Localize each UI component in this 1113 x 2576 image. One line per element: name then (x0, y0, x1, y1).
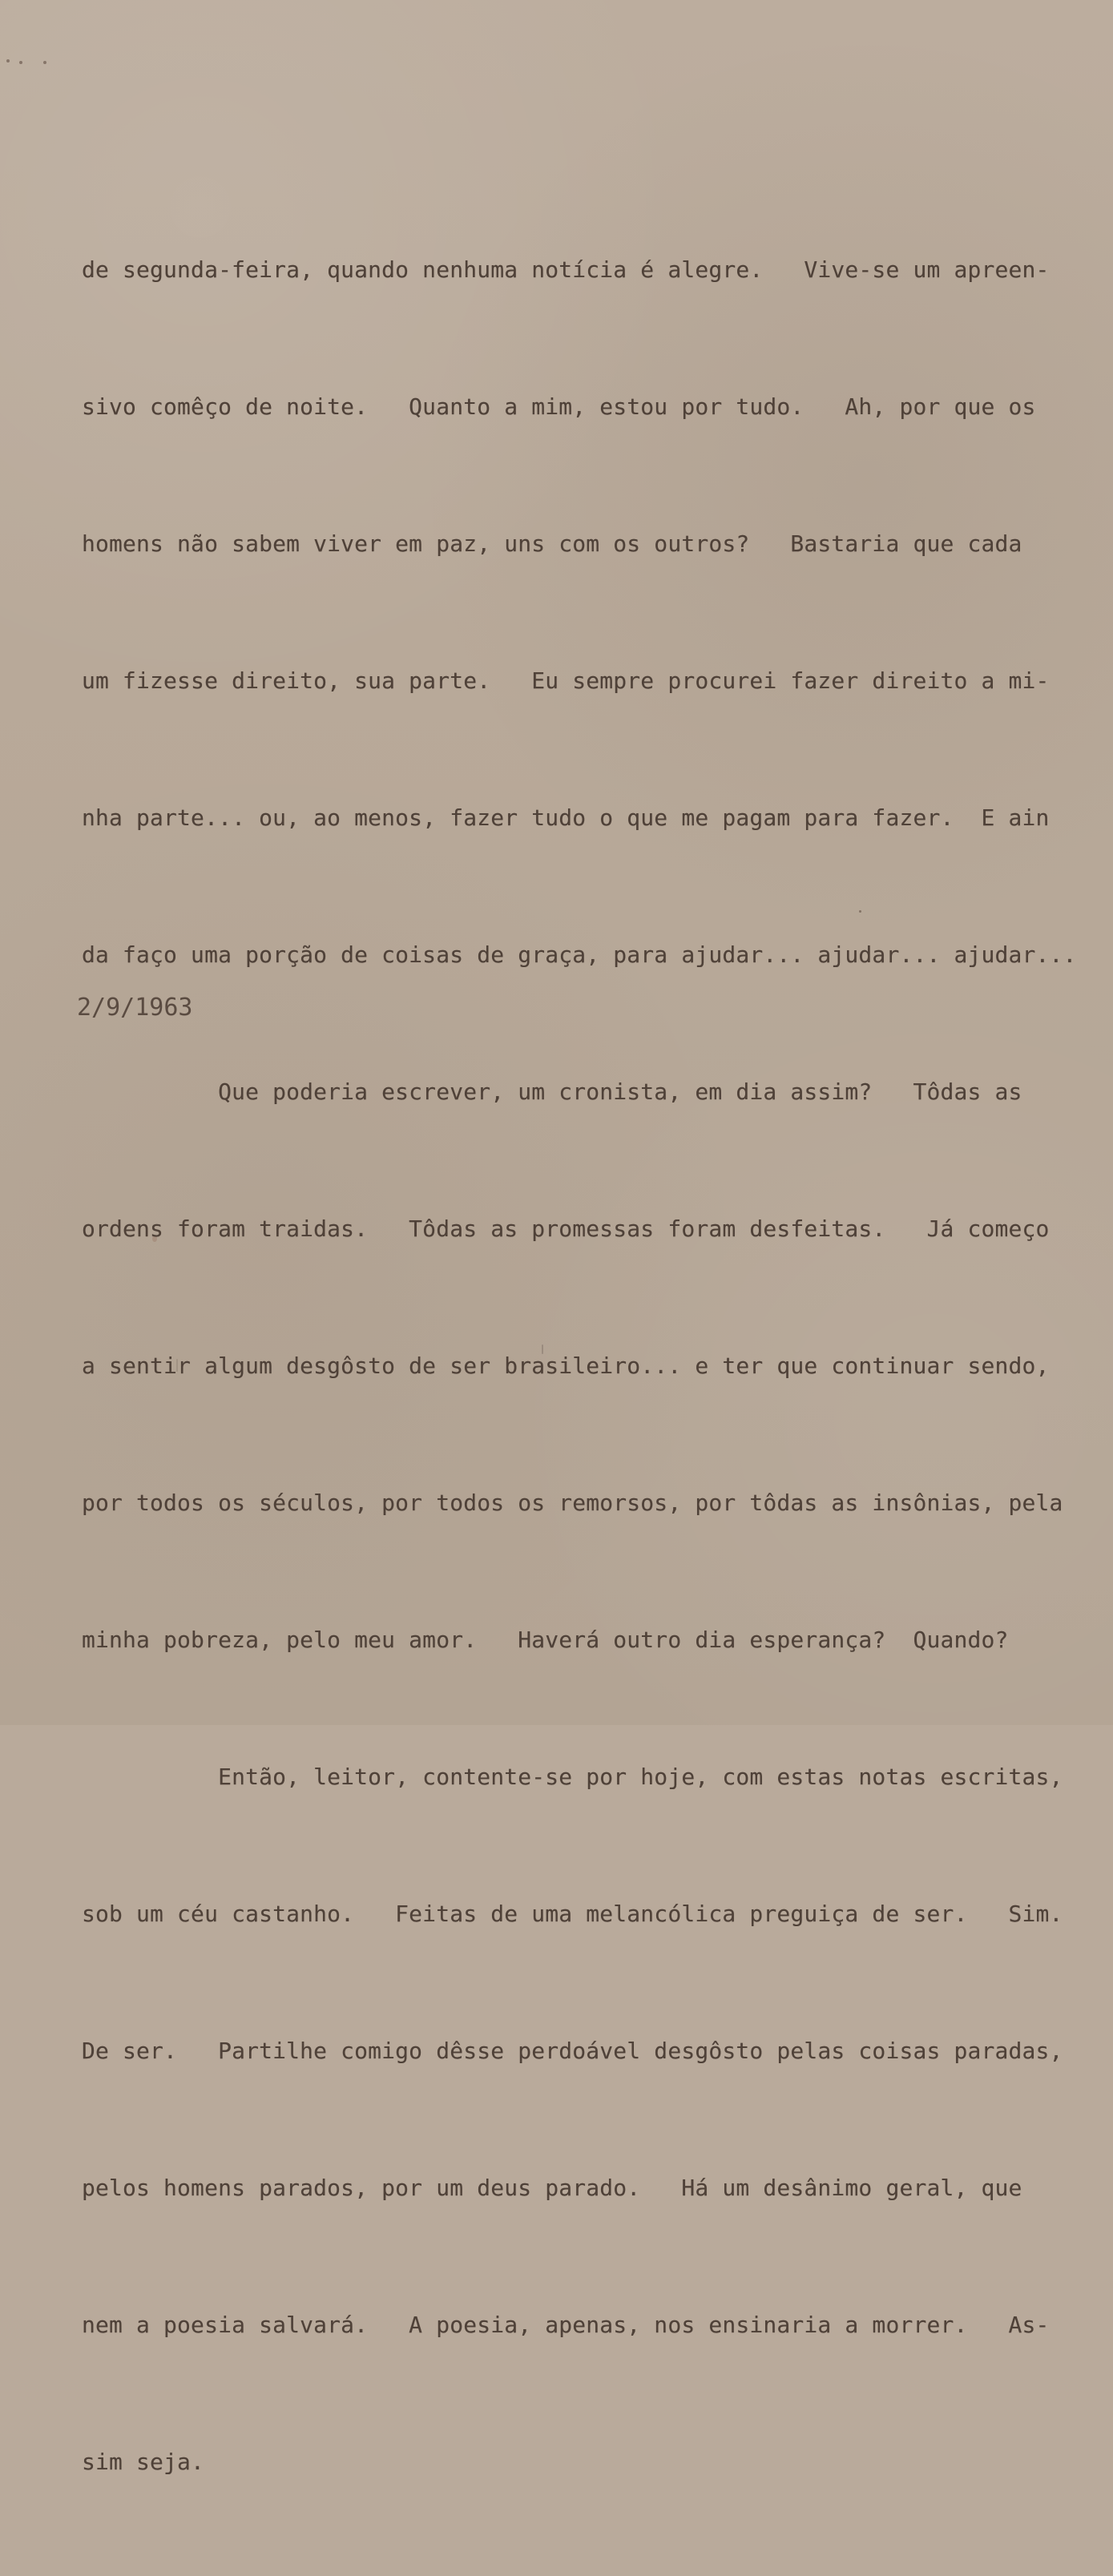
text-line-4: um fizesse direito, sua parte. Eu sempre procurei fazer direito a mi- (82, 667, 1050, 694)
text-line-15: pelos homens parados, por um deus parado. Há um desânimo geral, que (82, 2175, 1022, 2201)
text-line-8: ordens foram traidas. Tôdas as promessas foram desfeitas. Já começo (82, 1215, 1050, 1242)
text-line-9: a sentir algum desgôsto de ser brasileiro... e ter que continuar sendo, (82, 1353, 1050, 1379)
paper-speck (6, 59, 10, 62)
text-line-6: da faço uma porção de coisas de graça, para ajudar... ajudar... ajudar... (82, 941, 1077, 968)
paper-speck (19, 61, 22, 64)
text-line-10: por todos os séculos, por todos os remorsos, por tôdas as insônias, pela (82, 1490, 1063, 1516)
text-line-11: minha pobreza, pelo meu amor. Haverá outro dia esperança? Quando? (82, 1627, 1009, 1653)
text-line-3: homens não sabem viver em paz, uns com os outros? Bastaria que cada (82, 530, 1022, 557)
paper-speck (43, 61, 46, 64)
text-line-7: Que poderia escrever, um cronista, em dia assim? Tôdas as (82, 1078, 1022, 1105)
text-line-5: nha parte... ou, ao menos, fazer tudo o que me pagam para fazer. E ain (82, 804, 1050, 831)
text-line-16: nem a poesia salvará. A poesia, apenas, nos ensinaria a morrer. As- (82, 2312, 1050, 2338)
text-line-14: De ser. Partilhe comigo dêsse perdoável desgôsto pelas coisas paradas, (82, 2038, 1063, 2064)
text-line-2: sivo comêço de noite. Quanto a mim, estou por tudo. Ah, por que os (82, 393, 1036, 420)
text-line-1: de segunda-feira, quando nenhuma notícia é alegre. Vive-se um apreen- (82, 256, 1050, 283)
text-line-13: sob um céu castanho. Feitas de uma melancólica preguiça de ser. Sim. (82, 1901, 1063, 1927)
document-date: 2/9/1963 (77, 994, 193, 1022)
text-line-17: sim seja. (82, 2449, 205, 2475)
typed-body-text (82, 155, 1083, 2576)
text-line-12: Então, leitor, contente-se por hoje, com estas notas escritas, (82, 1764, 1063, 1790)
